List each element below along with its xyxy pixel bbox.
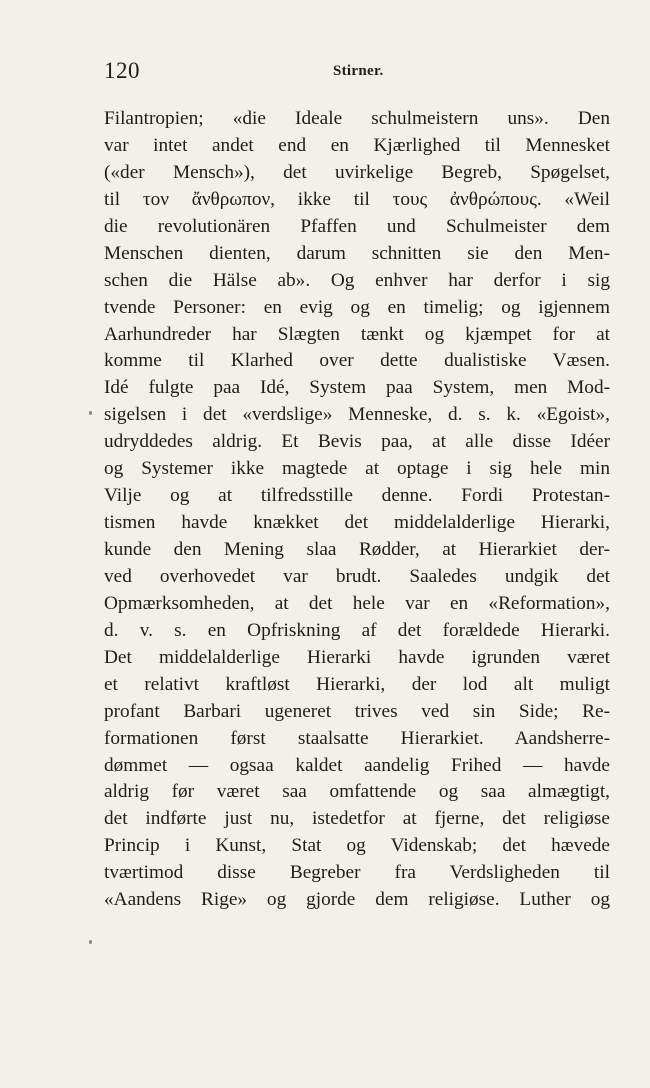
text-line: Menschen dienten, darum schnitten sie den Men-: [104, 242, 610, 264]
text-line: formationen først staalsatte Hierarkiet. Aandsherre-: [104, 727, 610, 749]
text-line: Filantropien; «die Ideale schulmeistern uns». Den: [104, 108, 610, 129]
body-text: [104, 106, 610, 914]
text-line: Aarhundreder har Slægten tænkt og kjæmpet for at: [104, 323, 610, 345]
page-number: 120: [104, 58, 140, 83]
text-line: Det middelalderlige Hierarki havde igrunden været: [104, 646, 610, 668]
text-line: Vilje og at tilfredsstille denne. Fordi Protestan-: [104, 485, 610, 507]
text-line: sigelsen i det «verdslige» Menneske, d. s. k. «Egoist»,: [104, 404, 610, 426]
text-line: aldrig før været saa omfattende og saa almægtigt,: [104, 781, 610, 803]
text-line: det indførte just nu, istedetfor at fjerne, det religiøse: [104, 808, 610, 830]
text-line: «Aandens Rige» og gjorde dem religiøse. Luther og: [104, 889, 610, 911]
text-line: var intet andet end en Kjærlighed til Mennesket: [104, 134, 610, 156]
text-line: og Systemer ikke magtede at optage i sig hele min: [104, 458, 610, 480]
paper-speck: [89, 940, 92, 944]
text-line: tværtimod disse Begreber fra Verdsligheden til: [104, 862, 610, 884]
text-line: schen die Hälse ab». Og enhver har derfor i sig: [104, 269, 610, 291]
paper-speck: [89, 411, 92, 415]
text-line: komme til Klarhed over dette dualistiske Væsen.: [104, 350, 610, 372]
text-line: tvende Personer: en evig og en timelig; og igjennem: [104, 296, 610, 318]
running-title: Stirner.: [333, 63, 384, 79]
text-line: Opmærksomheden, at det hele var en «Reformation»,: [104, 592, 610, 614]
text-line: ved overhovedet var brudt. Saaledes undgik det: [104, 565, 610, 587]
text-line: udryddedes aldrig. Et Bevis paa, at alle disse Idéer: [104, 431, 610, 453]
text-line: Idé fulgte paa Idé, System paa System, men Mod-: [104, 377, 610, 399]
text-line: et relativt kraftløst Hierarki, der lod alt muligt: [104, 673, 610, 695]
text-line: profant Barbari ugeneret trives ved sin Side; Re-: [104, 700, 610, 722]
text-line: dømmet — ogsaa kaldet aandelig Frihed — havde: [104, 754, 610, 776]
text-line: Princip i Kunst, Stat og Videnskab; det hævede: [104, 835, 610, 857]
text-line: tismen havde knækket det middelalderlige Hierarki,: [104, 512, 610, 534]
text-line: til τον ἄνθρωπον, ikke til τους ἀνθρώπους. «Weil: [104, 188, 610, 210]
text-line: die revolutionären Pfaffen und Schulmeister dem: [104, 215, 610, 237]
text-line: kunde den Mening slaa Rødder, at Hierarkiet der-: [104, 539, 610, 560]
text-line: («der Mensch»), det uvirkelige Begreb, Spøgelset,: [104, 161, 610, 183]
text-line: d. v. s. en Opfriskning af det forældede Hierarki.: [104, 619, 610, 641]
